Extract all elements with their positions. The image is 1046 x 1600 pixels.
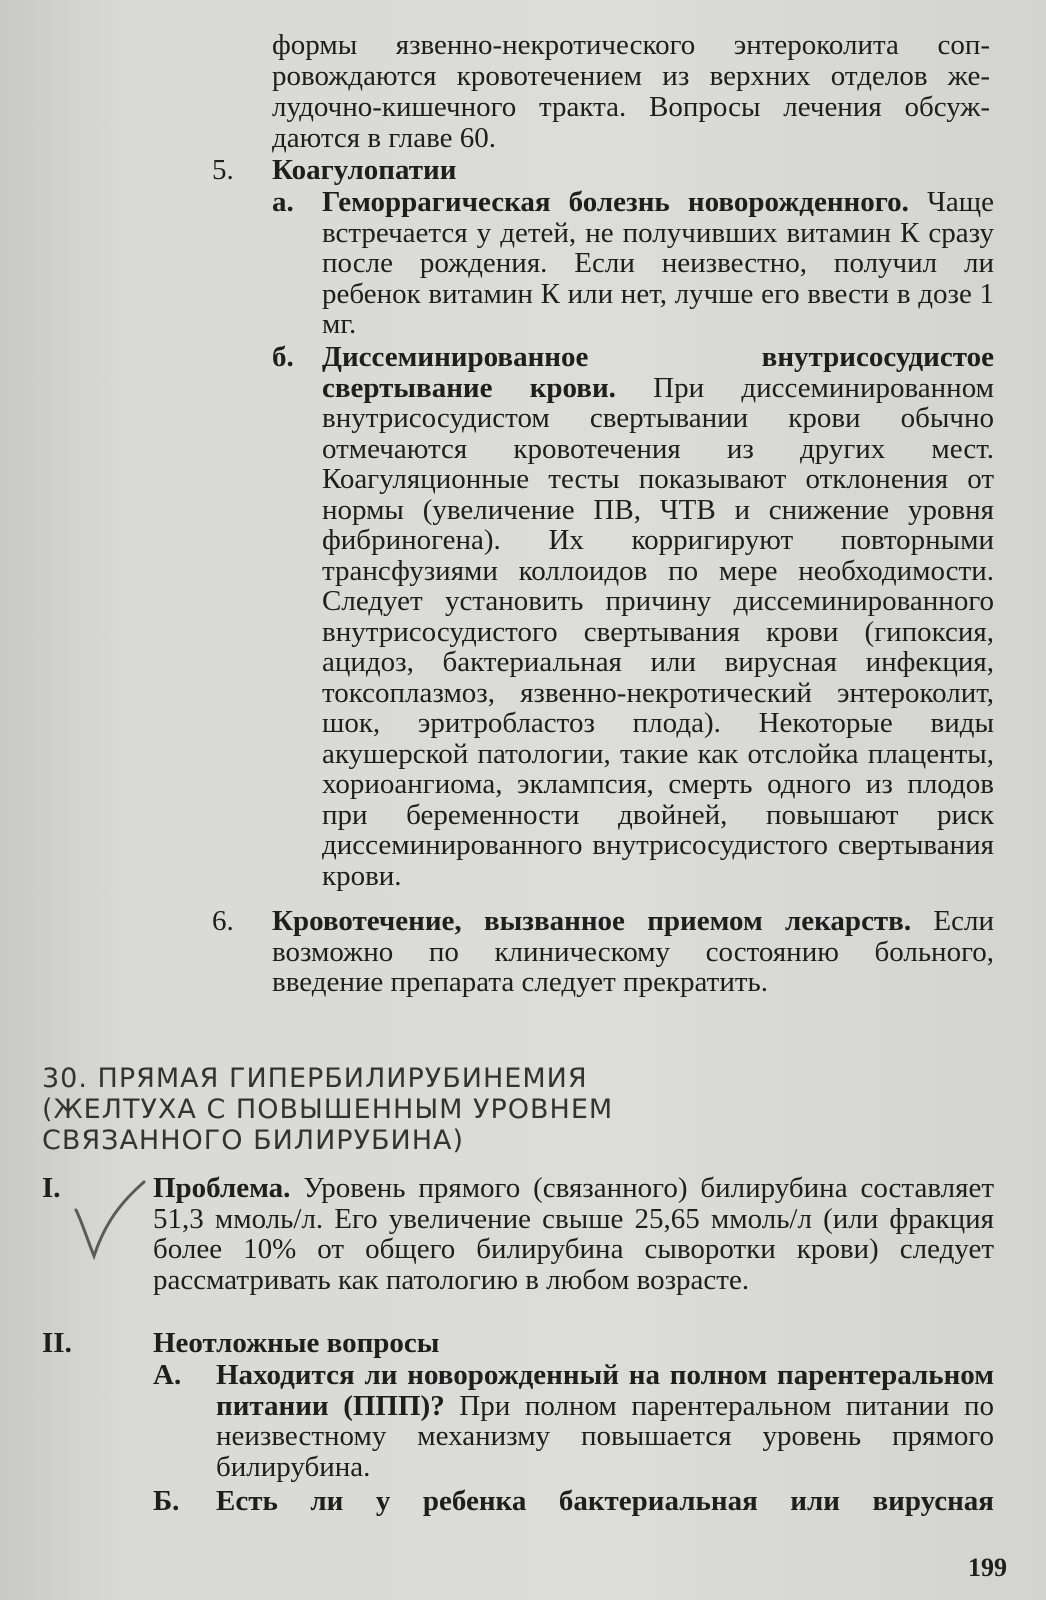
top-line: ровождаются кровотечением из верхних отделов же- (272, 60, 990, 92)
section-IIB-marker: Б. (153, 1485, 180, 1517)
section-IIA-bold: Находится ли новорожденный на полном парентеральном питании (ППП)? (216, 1359, 994, 1422)
item-5b-bold: Диссеминированное внутрисосудистое свертывание крови. (322, 341, 994, 404)
section-IIB-text: Есть ли у ребенка бактериальная или вирусная (216, 1485, 994, 1517)
section-heading (42, 1063, 662, 1156)
item-5a-marker: а. (272, 186, 294, 218)
item-5a-paragraph (322, 187, 994, 340)
section-I-bold: Проблема. (153, 1172, 291, 1204)
item-5a-text: Чаще встречается у детей, не получивших витамин К сразу после рождения. Если неизвестно, получил ли ребенок витамин К или нет, лучше его ввести в дозе 1 мг. (322, 186, 994, 340)
item-5b-marker: б. (272, 341, 294, 373)
item-5b-text: При диссеминированном внутрисосудистом свертывании крови обычно отмечаются кровотечения из других мест. Коагуляционные тесты показывают отклонения от нормы (увеличение ПВ, ЧТВ и снижение уровня фибриногена). Их корригируют повторными трансфузиями коллоидов по мере необходимости. Следует установить причину диссеминированного внутрисосудистого свертывания крови (гипоксия, ацидоз, бактериальная или вирусная инфекция, токсоплазмоз, язвенно-некротический энтероколит, шок, эритробластоз плода). Некоторые виды акушерской патологии, такие как отслойка плаценты, хориоангиома, эклампсия, смерть одного из плодов при беременности двойней, повышают риск диссеминированного внутрисосудистого свертывания крови. (322, 371, 994, 892)
item-5-number: 5. (212, 154, 234, 186)
section-IIA-marker: А. (153, 1359, 182, 1391)
item-5b-paragraph (322, 342, 994, 891)
section-II-number: II. (42, 1327, 72, 1359)
top-line: формы язвенно-некротического энтероколита соп- (272, 29, 990, 61)
item-5-title: Коагулопатии (272, 154, 457, 186)
top-line: лудочно-кишечного тракта. Вопросы лечения обсуж- (272, 91, 990, 123)
top-line: даются в главе 60. (272, 122, 496, 154)
page-number: 199 (968, 1553, 1007, 1582)
item-6-number: 6. (212, 905, 234, 937)
section-IIA-paragraph (216, 1360, 994, 1482)
item-5a-bold: Геморрагическая болезнь новорожденного. (322, 186, 909, 218)
checkmark-icon (70, 1176, 150, 1266)
heading-line: СВЯЗАННОГО БИЛИРУБИНА) (42, 1125, 465, 1156)
heading-line: (ЖЕЛТУХА С ПОВЫШЕННЫМ УРОВНЕМ (42, 1094, 614, 1125)
item-6-text: Если возможно по клиническому состоянию больного, введение препарата следует прекратить. (272, 905, 994, 998)
section-I-number: I. (42, 1172, 61, 1204)
section-II-title: Неотложные вопросы (153, 1327, 440, 1359)
heading-line: 30. ПРЯМАЯ ГИПЕРБИЛИРУБИНЕМИЯ (42, 1063, 588, 1094)
item-6-bold: Кровотечение, вызванное приемом лекарств. (272, 905, 912, 937)
section-IIA-text: При полном парентеральном питании по неизвестному механизму повышается уровень прямого билирубина. (216, 1389, 994, 1483)
item-6-paragraph (272, 906, 994, 998)
section-I-paragraph (153, 1173, 994, 1295)
section-I-text: Уровень прямого (связанного) билирубина составляет 51,3 ммоль/л. Его увеличение свыше 25,65 ммоль/л (или фракция более 10% от общего билирубина сыворотки крови) следует рассматривать как патологию в любом возрасте. (153, 1172, 994, 1296)
